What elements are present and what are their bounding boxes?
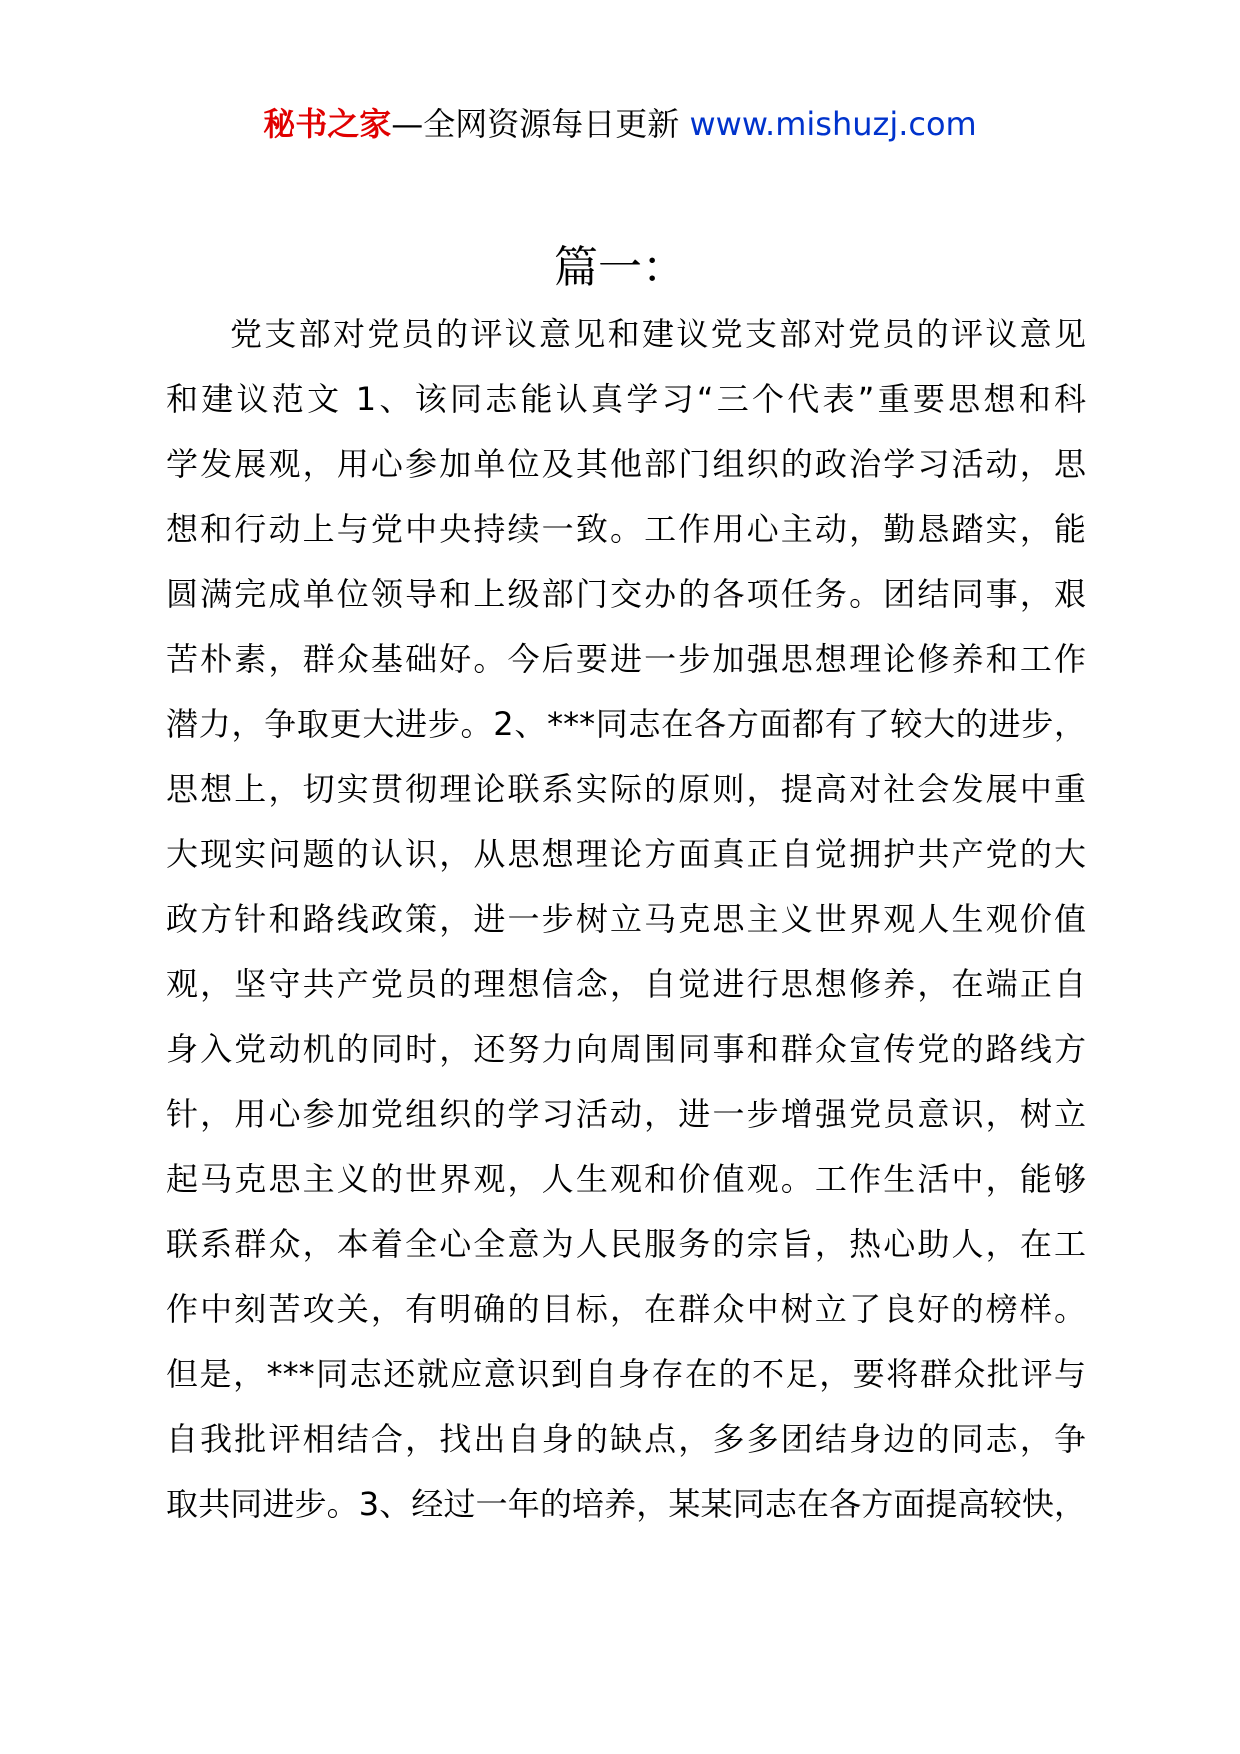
body-line: 圆满完成单位领导和上级部门交办的各项任务。团结同事，艰	[166, 575, 1086, 613]
body-line: 联系群众，本着全心全意为人民服务的宗旨，热心助人，在工	[166, 1225, 1086, 1263]
site-url-link[interactable]: www.mishuzj.com	[689, 105, 977, 143]
body-line: 想和行动上与党中央持续一致。工作用心主动，勤恳踏实，能	[166, 510, 1086, 548]
body-line: 大现实问题的认识，从思想理论方面真正自觉拥护共产党的大	[166, 835, 1086, 873]
body-line: 潜力，争取更大进步。2、***同志在各方面都有了较大的进步，	[166, 705, 1086, 743]
body-line: 学发展观，用心参加单位及其他部门组织的政治学习活动，思	[166, 445, 1086, 483]
body-line: 观，坚守共产党员的理想信念，自觉进行思想修养，在端正自	[166, 965, 1086, 1003]
body-line: 起马克思主义的世界观，人生观和价值观。工作生活中，能够	[166, 1160, 1086, 1198]
site-tagline: —全网资源每日更新	[391, 105, 680, 143]
body-paragraph	[166, 302, 1086, 1537]
section-title: 篇一：	[554, 242, 686, 293]
body-line: 苦朴素，群众基础好。今后要进一步加强思想理论修养和工作	[166, 640, 1086, 678]
body-line: 但是，***同志还就应意识到自身存在的不足，要将群众批评与	[166, 1355, 1086, 1393]
body-line: 自我批评相结合，找出自身的缺点，多多团结身边的同志，争	[166, 1420, 1086, 1458]
body-line: 思想上，切实贯彻理论联系实际的原则，提高对社会发展中重	[166, 770, 1086, 808]
body-line: 取共同进步。3、经过一年的培养，某某同志在各方面提高较快，	[166, 1485, 1086, 1523]
body-line: 身入党动机的同时，还努力向周围同事和群众宣传党的路线方	[166, 1030, 1086, 1068]
body-line: 和建议范文 1、该同志能认真学习“三个代表”重要思想和科	[166, 380, 1086, 418]
body-line: 党支部对党员的评议意见和建议党支部对党员的评议意见	[230, 315, 1086, 353]
body-line: 政方针和路线政策，进一步树立马克思主义世界观人生观价值	[166, 900, 1086, 938]
body-line: 作中刻苦攻关，有明确的目标，在群众中树立了良好的榜样。	[166, 1290, 1086, 1328]
body-line: 针，用心参加党组织的学习活动，进一步增强党员意识，树立	[166, 1095, 1086, 1133]
site-header	[0, 100, 1240, 148]
site-brand: 秘书之家	[263, 105, 392, 143]
